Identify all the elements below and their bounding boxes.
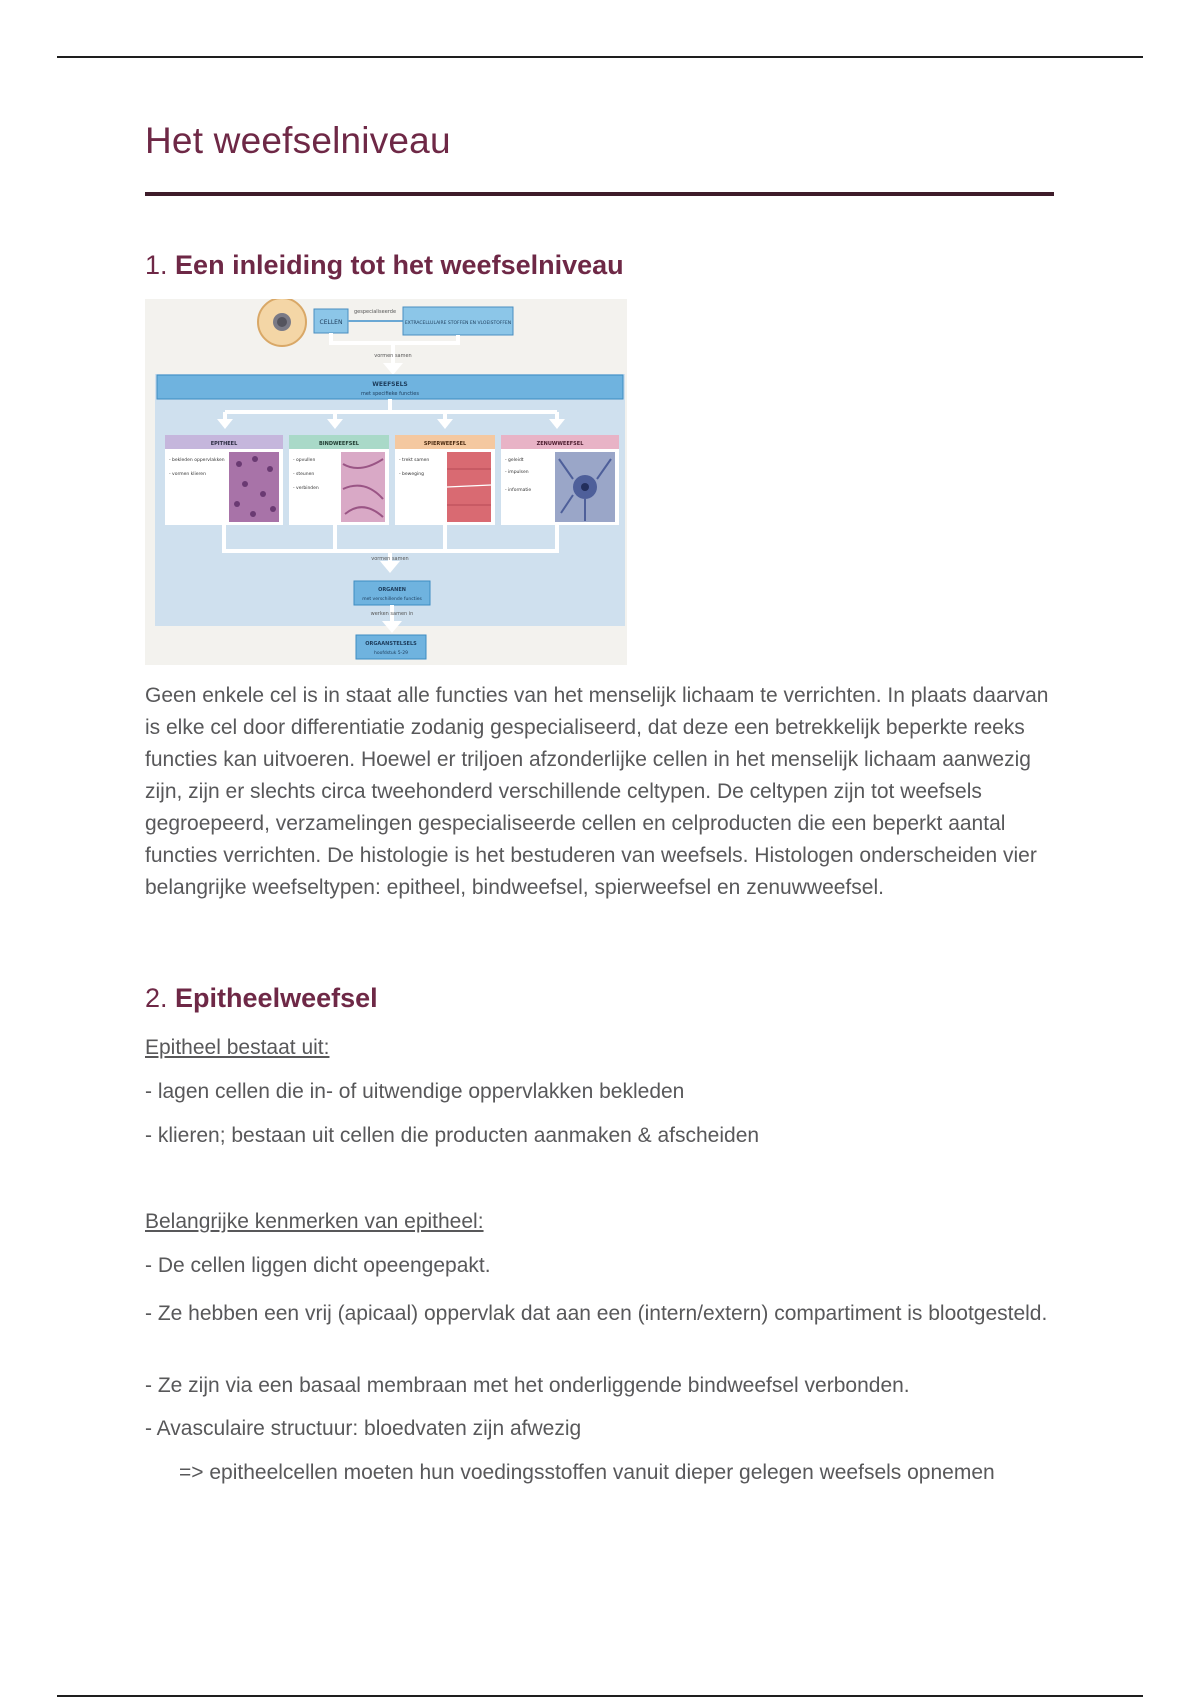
nervous-tissue-panel (501, 435, 619, 525)
organs-box-subtitle: met verschillende functies (362, 597, 422, 602)
tissues-box-subtitle: met specifieke functies (361, 391, 419, 397)
join-label-1: vormen samen (374, 353, 412, 359)
connective-tissue-note-2: - steunen (293, 472, 315, 477)
section-1-heading (145, 250, 624, 281)
nervous-tissue-note-2: - impulsen (505, 470, 529, 475)
top-connector-label: gespecialiseerde (353, 309, 397, 315)
tissues-box-title: WEEFSELS (372, 381, 408, 388)
epithelium-note-2: - vormen klieren (169, 472, 206, 477)
muscle-tissue-panel (395, 435, 495, 525)
feature-item-3: - Ze zijn via een basaal membraan met het onderliggende bindweefsel verbonden. (145, 1374, 910, 1397)
connective-tissue-panel (289, 435, 389, 525)
feature-item-2: - Ze hebben een vrij (apicaal) oppervlak dat aan een (intern/extern) compartiment is blootgesteld. (145, 1302, 1048, 1325)
intro-paragraph: Geen enkele cel is in staat alle functies van het menselijk lichaam te verrichten. In plaats daarvan is elke cel door differentiatie zodanig gespecialiseerd, dat deze een betrekkelijk beperkte reeks functies kan uitvoeren. Hoewel er triljoen afzonderlijke cellen in het menselijk lichaam aanwezig zijn, zijn er slechts circa tweehonderd verschillende celtypen. De celtypen zijn tot weefsels gegroepeerd, verzamelingen gespecialiseerde cellen en celproducten die een beperkt aantal functies verrichten. De histologie is het bestuderen van weefsels. Histologen onderscheiden vier belangrijke weefseltypen: epitheel, bindweefsel, spierweefsel en zenuwweefsel. (145, 684, 1049, 899)
join-label-3: werken samen in (370, 611, 414, 617)
page-title: Het weefselniveau (145, 120, 451, 161)
connective-tissue-label: BINDWEEFSEL (319, 441, 359, 447)
section-2-title: Epitheelweefsel (175, 983, 378, 1013)
composition-item-2: - klieren; bestaan uit cellen die producten aanmaken & afscheiden (145, 1124, 760, 1147)
organs-box-title: ORGANEN (378, 587, 406, 593)
nervous-tissue-label: ZENUWWEEFSEL (536, 441, 584, 447)
epithelium-features-subheading: Belangrijke kenmerken van epitheel: (145, 1210, 484, 1233)
epithelium-composition-subheading: Epitheel bestaat uit: (145, 1036, 330, 1059)
epithelium-note-1: - bekleden oppervlakken (169, 458, 225, 463)
section-1-number: 1. (145, 250, 168, 280)
epithelium-panel (165, 435, 283, 525)
muscle-tissue-label: SPIERWEEFSEL (423, 441, 467, 447)
muscle-tissue-note-1: - trekt samen (399, 458, 430, 463)
feature-item-1: - De cellen liggen dicht opeengepakt. (145, 1254, 491, 1277)
title-underline (145, 192, 1054, 196)
organ-systems-box-subtitle: hoofdstuk 5-29 (373, 651, 409, 656)
nervous-tissue-note-1: - geleidt (505, 458, 524, 463)
nervous-tissue-note-3: - informatie (505, 488, 532, 493)
connective-tissue-note-3: - verbinden (293, 486, 319, 491)
footer-rule (57, 1695, 1143, 1697)
section-1-title: Een inleiding tot het weefselniveau (175, 250, 624, 280)
avascular-note: => epitheelcellen moeten hun voedingsstoffen vanuit dieper gelegen weefsels opnemen (179, 1461, 995, 1484)
cells-box-label: CELLEN (319, 319, 343, 326)
header-rule (57, 56, 1143, 58)
section-2-number: 2. (145, 983, 168, 1013)
epithelium-label: EPITHEEL (210, 441, 238, 447)
organ-systems-box-title: ORGAANSTELSELS (365, 641, 417, 647)
connective-tissue-note-1: - opvullen (293, 458, 316, 463)
muscle-tissue-note-2: - beweging (399, 472, 424, 477)
feature-item-4: - Avasculaire structuur: bloedvaten zijn afwezig (145, 1417, 582, 1440)
section-2-heading (145, 983, 378, 1014)
tissue-level-figure (145, 299, 627, 665)
extracellular-box-label: EXTRACELLULAIRE STOFFEN EN VLOEISTOFFEN (404, 321, 512, 326)
join-label-2: vormen samen (371, 556, 409, 562)
composition-item-1: - lagen cellen die in- of uitwendige oppervlakken bekleden (145, 1080, 685, 1103)
